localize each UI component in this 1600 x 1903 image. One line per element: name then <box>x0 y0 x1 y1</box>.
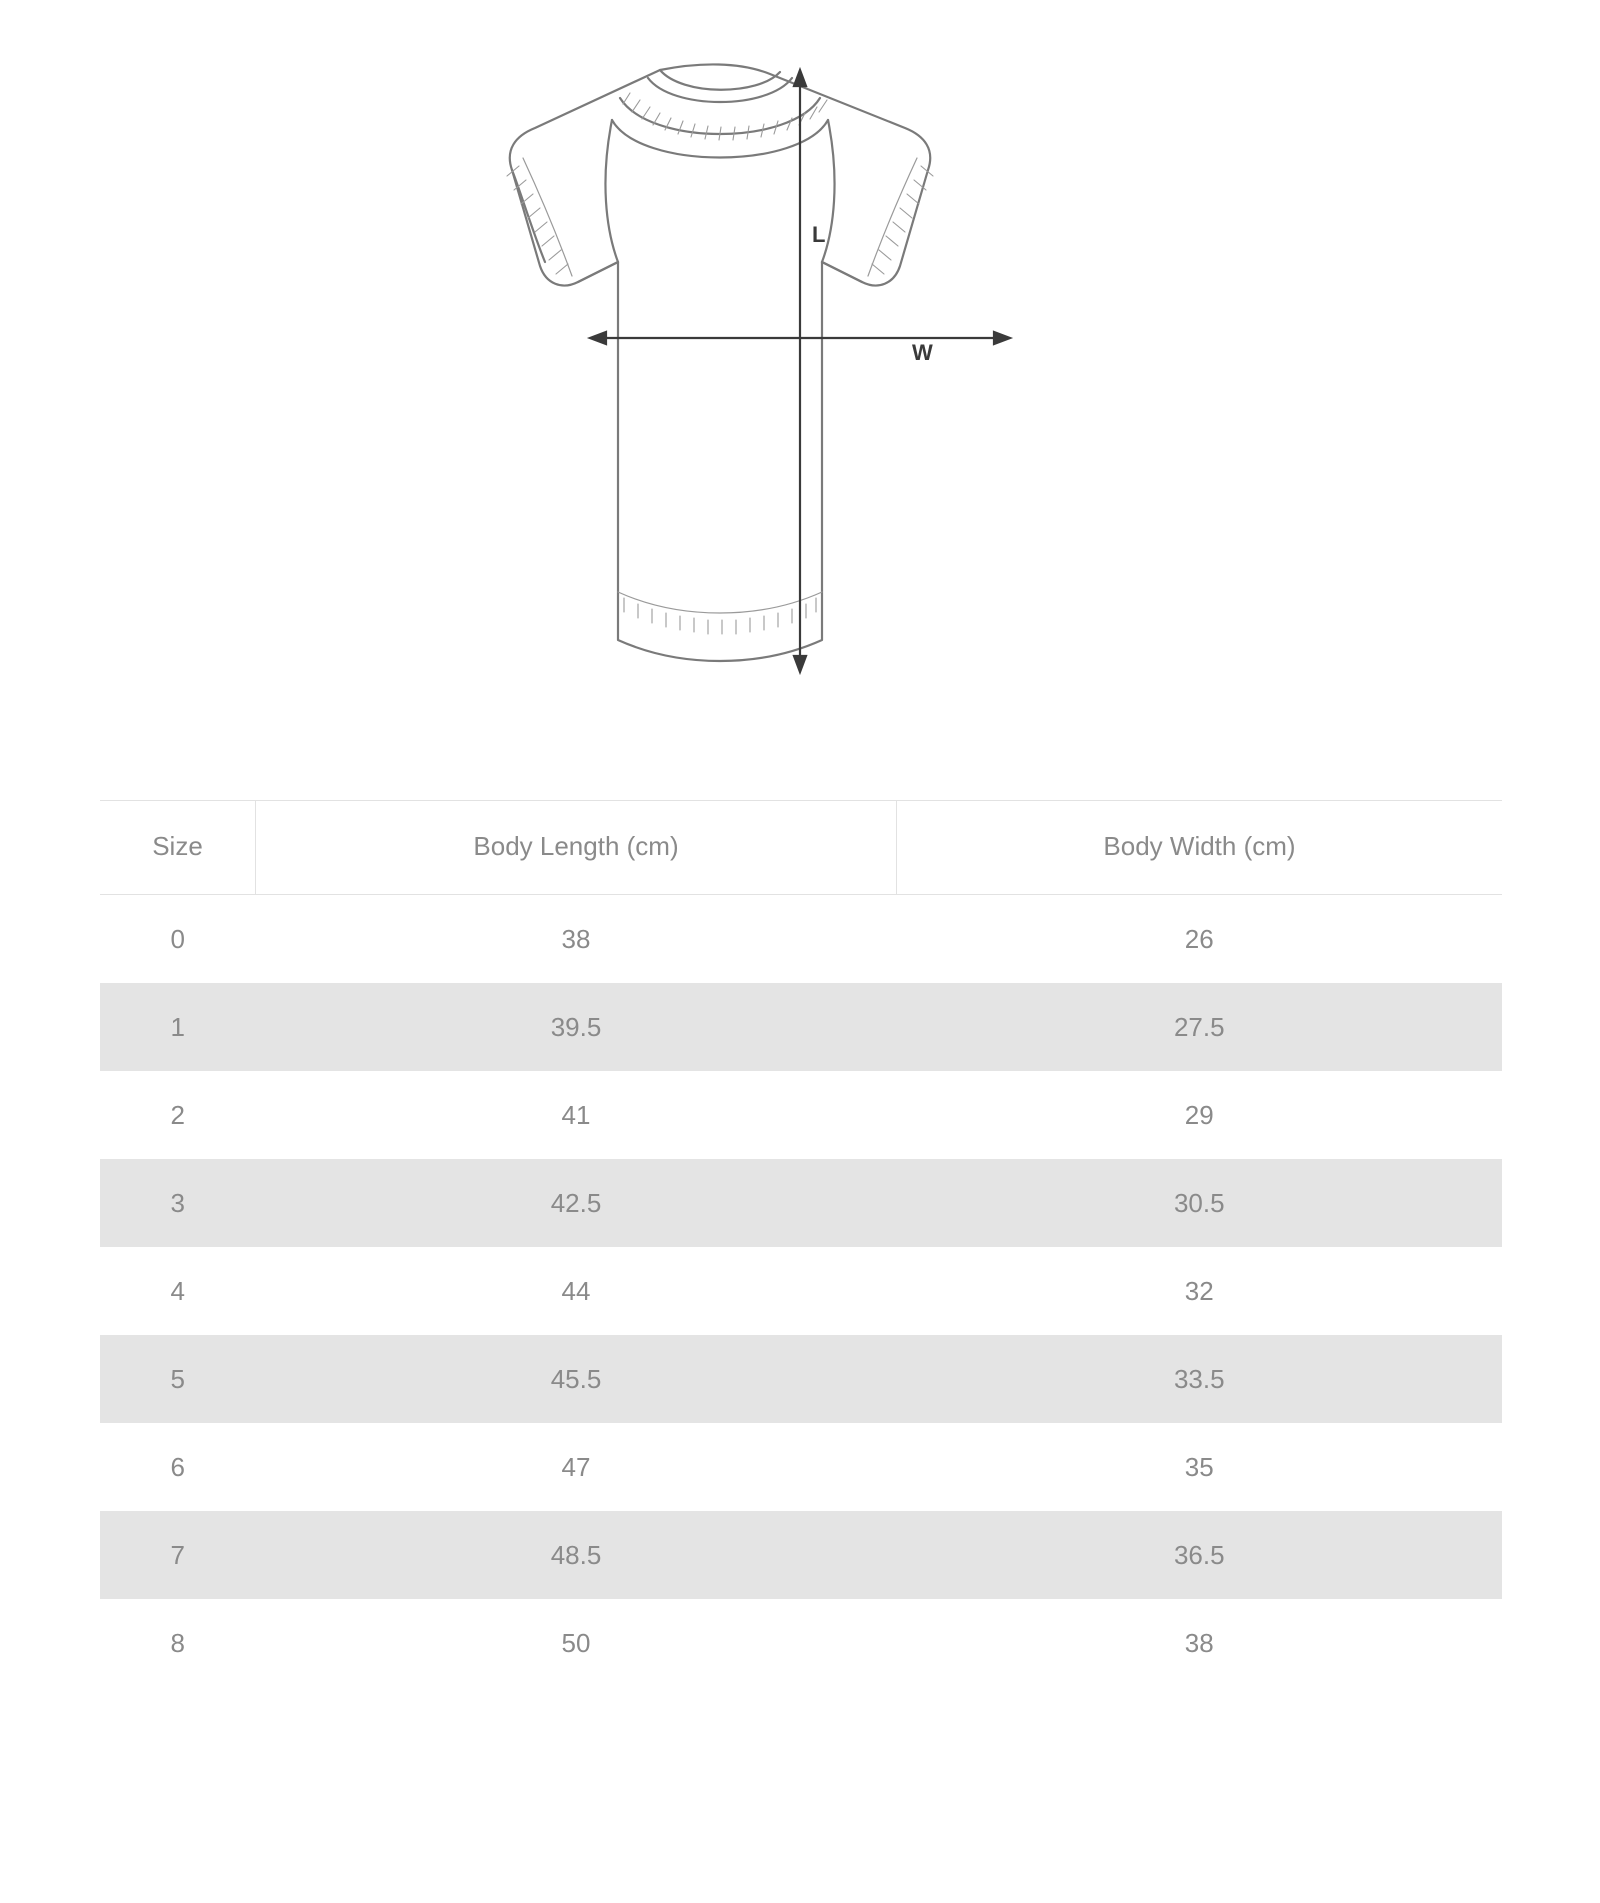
cell-length: 48.5 <box>256 1511 897 1599</box>
cell-length: 39.5 <box>256 983 897 1071</box>
table-row <box>100 1071 1502 1159</box>
cell-length: 45.5 <box>256 1335 897 1423</box>
cell-size: 4 <box>170 1275 185 1306</box>
cell-width: 27.5 <box>897 983 1503 1071</box>
cell-width: 36.5 <box>897 1511 1503 1599</box>
table-row <box>100 1247 1502 1335</box>
cell-size: 7 <box>100 1511 256 1599</box>
table-row <box>100 1511 1502 1599</box>
cell-length: 42.5 <box>256 1159 897 1247</box>
table-row <box>100 1335 1502 1423</box>
cell-width: 38 <box>1184 1627 1214 1658</box>
table-row <box>100 1599 1502 1687</box>
cell-size: 5 <box>100 1335 256 1423</box>
cell-width: 29 <box>1184 1099 1214 1130</box>
cell-width: 30.5 <box>897 1159 1503 1247</box>
size-chart-table <box>100 800 1502 1687</box>
cell-length: 47 <box>561 1451 591 1482</box>
tshirt-illustration <box>0 0 1600 800</box>
table-row <box>100 895 1502 984</box>
cell-size: 8 <box>170 1627 185 1658</box>
cell-length: 38 <box>561 923 591 954</box>
header-row <box>100 801 1502 895</box>
width-label: W <box>912 340 933 365</box>
cell-size: 3 <box>100 1159 256 1247</box>
table-row <box>100 983 1502 1071</box>
table-header <box>100 801 1502 895</box>
table-row <box>100 1423 1502 1511</box>
tshirt-diagram <box>0 0 1600 800</box>
header-body-length: Body Length (cm) <box>256 801 897 895</box>
cell-size: 0 <box>170 923 185 954</box>
cell-size: 1 <box>100 983 256 1071</box>
header-size: Size <box>100 801 256 895</box>
size-chart-wrapper <box>100 800 1500 1727</box>
cell-width: 32 <box>1184 1275 1214 1306</box>
cell-length: 44 <box>561 1275 591 1306</box>
cell-width: 33.5 <box>897 1335 1503 1423</box>
cell-width: 26 <box>1184 923 1214 954</box>
cell-length: 41 <box>561 1099 591 1130</box>
cell-width: 35 <box>1184 1451 1214 1482</box>
cell-size: 2 <box>170 1099 185 1130</box>
header-body-width: Body Width (cm) <box>897 801 1503 895</box>
length-label: L <box>812 222 826 247</box>
table-row <box>100 1159 1502 1247</box>
table-body <box>100 895 1502 1688</box>
cell-length: 50 <box>561 1627 591 1658</box>
cell-size: 6 <box>170 1451 185 1482</box>
